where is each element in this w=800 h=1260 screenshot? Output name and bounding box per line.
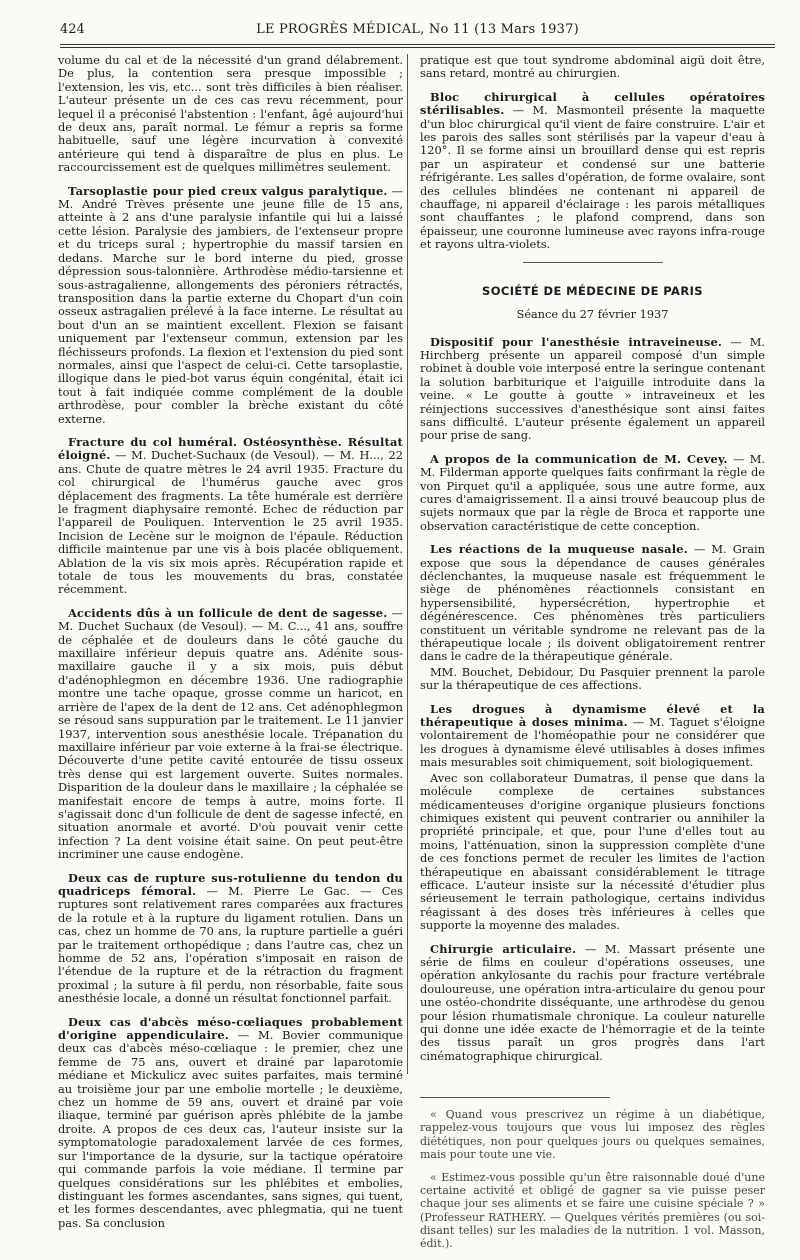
- paragraph: volume du cal et de la nécessité d'un grand délabrement. De plus, la contention sera presque impossible ; l'extension, les vis, etc... sont très difficiles à bien réaliser. L'auteur présente un de ces cas revu récemment, pour lequel il a préconisé l'abstention : l'enfant, âgé aujourd'hui de deux ans, paraît normal. Le fémur a repris sa forme habituelle, sauf une légère incurvation à convexité antérieure qui tend à disparaître de plus en plus. Le raccourcissement est de quelques millimètres seulement.: [58, 53, 403, 175]
- section-title: Les réactions de la muqueuse nasale.: [430, 542, 688, 557]
- section-title: Dispositif pour l'anesthésie intraveineuse.: [430, 334, 723, 349]
- footnote-paragraph: « Quand vous prescrivez un régime à un diabétique, rappelez-vous toujours que vous lui imposez des règles diététiques, non pour quelques jours ou quelques semaines, mais pour toute une vie.: [420, 1108, 765, 1161]
- session-date: Séance du 27 février 1937: [516, 308, 669, 322]
- paragraph: MM. Bouchet, Debidour, Du Pasquier prennent la parole sur la thérapeutique de ces affections.: [420, 664, 765, 693]
- society-rule: [523, 262, 663, 263]
- page-header: [60, 22, 775, 42]
- paragraph: Les réactions de la muqueuse nasale. — M. Grain expose que sous la dépendance de causes générales déclenchantes, la muqueuse nasale est fréquemment le siège de phénomènes réactionnels consistant en hypersensibilité, hypersécrétion, hypertrophie et dégénérescence. Ces phénomènes très particuliers constituent un véritable syndrome ne relevant pas de la thérapeutique locale ; ils doivent obligatoirement rentrer dans le cadre de la thérapeutique générale.: [420, 542, 766, 664]
- paragraph: pratique est que tout syndrome abdominal aigü doit être, sans retard, montré au chirurgien.: [420, 53, 765, 81]
- paragraph: A propos de la communication de M. Cevey. — M. M. Filderman apporte quelques faits confirmant la règle de von Pirquet qu'il a appliquée, sous une autre forme, aux cures d'amaigrissement. Il a ainsi trouvé beaucoup plus de sujets normaux que par la règle de Broca et rapporte une observation caractéristique de cette conception.: [420, 451, 766, 533]
- section-title: Deux cas d'abcès méso-cœliaques probablement d'origine appendiculaire.: [58, 1014, 403, 1043]
- page-number: 424: [60, 22, 85, 37]
- paragraph: Deux cas de rupture sus-rotulienne du tendon du quadriceps fémoral. — M. Pierre Le Gac. — Ces ruptures sont relativement rares comparées aux fractures de la rotule et à la rupture du ligament rotulien. Dans un cas, chez un homme de 70 ans, la rupture partielle a guéri par le traitement orthopédique ; dans l'autre cas, chez un homme de 52 ans, l'opération s'imposait en raison de l'étendue de la rupture et de la rétraction du fragment proximal ; la suture à fil perdu, non résorbable, faite sous anesthésie locale, a donné un résultat fonctionnel parfait.: [58, 870, 404, 1006]
- society-heading: SOCIÉTÉ DE MÉDECINE DE PARIS: [482, 283, 703, 298]
- paragraph: Accidents dûs à un follicule de dent de sagesse. — M. Duchet Suchaux (de Vesoul). — M. C..., 41 ans, souffre de céphalée et de douleurs dans le côté gauche du maxillaire inférieur depuis quatre ans. Adénite sous-maxillaire gauche il y a six mois, puis début d'adénophlegmon en décembre 1936. Une radiographie montre une tache opaque, grosse comme un haricot, en arrière de l'apex de la dent de 12 ans. Cet adénophlegmon se résoud sans suppuration par le traitement. Le 11 janvier 1937, intervention sous anesthésie locale. Trépanation du maxillaire inférieur par voie externe à la frai-se électrique. Découverte d'une petite cavité entourée de tissu osseux très dense qui est largement ouverte. Suites normales. Disparition de la douleur dans le maxillaire ; la céphalée se manifestait encore de temps à autre, moins forte. Il s'agissait donc d'un follicule de dent de sagesse infecté, en situation anormale et avorté. D'où pouvait venir cette infection ? La dent voisine était saine. On peut peut-être incriminer une cause endogène.: [58, 605, 403, 862]
- section-title: Accidents dûs à un follicule de dent de sagesse.: [68, 605, 388, 620]
- section-title: Deux cas de rupture sus-rotulienne du tendon du quadriceps fémoral.: [58, 870, 403, 898]
- right-column: [420, 54, 765, 1260]
- paragraph: Chirurgie articulaire. — M. Massart présente une série de films en couleur d'opérations osseuses, une opération ankylosante du rachis pour fracture vertébrale douloureuse, une opération intra-articulaire du genou pour une ostéo-chondrite disséquante, une arthrodèse du genou pour lésion rhumatismale chronique. La couleur naturelle qui donne une idée exacte de l'hémorragie et de la teinte des tissus paraît un gros progrès dans l'art cinématographique chirurgical.: [420, 941, 765, 1063]
- section-title: Chirurgie articulaire.: [430, 941, 577, 956]
- footnote: [420, 1108, 765, 1250]
- footnote-paragraph: « Estimez-vous possible qu'un être raisonnable doué d'une certaine activité et obligé de gagner sa vie puisse peser chaque jour ses aliments et se faire une cuisine spéciale ? » (Professeur RATHERY. — Quelques vérités premières (ou soi-disant telles) sur les maladies de la nutrition. 1 vol. Masson, édit.).: [420, 1171, 765, 1251]
- paragraph: Tarsoplastie pour pied creux valgus paralytique. — M. André Trèves présente une jeune fille de 15 ans, atteinte à 2 ans d'une paralysie infantile qui lui a laissé cette lésion. Paralysie des jambiers, de l'extenseur propre et du triceps sural ; hypertrophie du massif tarsien en dedans. Marche sur le bord interne du pied, grosse dépression sous-talonnière. Arthrodèse médio-tarsienne et sous-astragalienne, allongements des péroniers rétractés, transposition dans la partie externe du Chopart d'un coin osseux astragalien prélevé à la face interne. Le résultat au bout d'un an se maintient excellent. Flexion se faisant uniquement par l'extenseur commun, extension par les fléchisseurs profonds. La flexion et l'extension du pied sont normales, ainsi que l'aspect de celui-ci. Cette tarsoplastie, illogique dans le pied-bot varus équin congénital, était ici tout à fait indiquée comme complément de la double arthrodèse, pour combler la brèche existant du côté externe.: [58, 183, 403, 426]
- paragraph: Deux cas d'abcès méso-cœliaques probablement d'origine appendiculaire. — M. Bovier communique deux cas d'abcès méso-cœliaque : le premier, chez une femme de 75 ans, ouvert et drainé par laparotomie médiane et Mickulicz avec suites parfaites, mais terminé au troisième jour par une embolie mortelle ; le deuxième, chez un homme de 59 ans, ouvert et drainé par voie iliaque, terminé par guérison après phlébite de la jambe droite. A propos de ces deux cas, l'auteur insiste sur la symptomatologie paradoxalement larvée de ces formes, sur l'importance de la dysurie, sur la tactique opératoire qui commande parfois la voie médiane. Il termine par quelques considérations sur les phlébites et embolies, distinguant les formes ascendantes, sans signes, qui tuent, et les formes descendantes, avec phlegmatia, qui ne tuent pas. Sa conclusion: [58, 1014, 403, 1230]
- paragraph: Dispositif pour l'anesthésie intraveineuse. — M. Hirchberg présente un appareil composé d'un simple robinet à double voie interposé entre la seringue contenant la solution barbiturique et l'aiguille introduite dans la veine. « Le goutte à goutte » intraveineux et les réinjections successives d'anesthésique sont ainsi faites sans difficulté. L'auteur présente également un appareil pour prise de sang.: [420, 334, 766, 443]
- section-title: Bloc chirurgical à cellules opératoires stérilisables.: [420, 89, 765, 118]
- section-title: Fracture du col huméral. Ostéosynthèse. Résultat éloigné.: [58, 434, 403, 463]
- left-column: [58, 54, 403, 1240]
- section-title: Les drogues à dynamisme élevé et la thérapeutique à doses minima.: [420, 701, 765, 730]
- running-title: LE PROGRÈS MÉDICAL, No 11 (13 Mars 1937): [256, 22, 579, 37]
- section-title: A propos de la communication de M. Cevey.: [430, 451, 728, 466]
- paragraph: Avec son collaborateur Dumatras, il pense que dans la molécule complexe de certaines substances médicamenteuses d'origine organique plusieurs fonctions chimiques existent qui peuvent contrarier ou annihiler la propriété principale, et que, pour l'une d'elles tout au moins, l'atténuation, sinon la suppression complète d'une de ces fonctions permet de reculer les limites de l'action thérapeutique en abaissant considérablement le titrage efficace. L'auteur insiste sur la nécessité d'étudier plus sérieusement le terrain pathologique, certains individus réagissant à des doses très inférieures à celles que supporte la moyenne des malades.: [420, 770, 765, 933]
- column-divider: [407, 54, 408, 1074]
- section-title: Tarsoplastie pour pied creux valgus paralytique.: [68, 183, 388, 198]
- paragraph: Fracture du col huméral. Ostéosynthèse. Résultat éloigné. — M. Duchet-Suchaux (de Vesoul). — M. H..., 22 ans. Chute de quatre mètres le 24 avril 1935. Fracture du col chirurgical de l'humérus gauche avec gros déplacement des fragments. La tête humérale est derrière le fragment diaphysaire remonté. Echec de réduction par l'appareil de Pouliquen. Intervention le 25 avril 1935. Incision de Lecène sur le moignon de l'épaule. Réduction difficile maintenue par une vis à bois placée obliquement. Ablation de la vis six mois après. Récupération rapide et totale de tous les mouvements du bras, constatée récemment.: [58, 434, 403, 597]
- header-rule: [60, 44, 775, 48]
- paragraph: Bloc chirurgical à cellules opératoires stérilisables. — M. Masmonteil présente la maquette d'un bloc chirurgical qu'il vient de faire construire. L'air et les parois des salles sont stérilisés par la vapeur d'eau à 120°. Il se forme ainsi un brouillard dense qui est repris par un aspirateur et condensé sur une batterie réfrigérante. Les salles d'opération, de forme ovalaire, sont des cellules blindées ne contenant ni appareil de chauffage, ni appareil d'éclairage : les parois métalliques sont chauffantes ; le plafond comprend, dans son épaisseur, une couronne lumineuse avec rayons infra-rouge et rayons ultra-violets.: [420, 89, 766, 252]
- paragraph: Les drogues à dynamisme élevé et la thérapeutique à doses minima. — M. Taguet s'éloigne volontairement de l'homéopathie pour ne considérer que les drogues à dynamisme élevé utilisables à doses infimes mais mesurables soit chimiquement, soit biologiquement.: [420, 701, 765, 770]
